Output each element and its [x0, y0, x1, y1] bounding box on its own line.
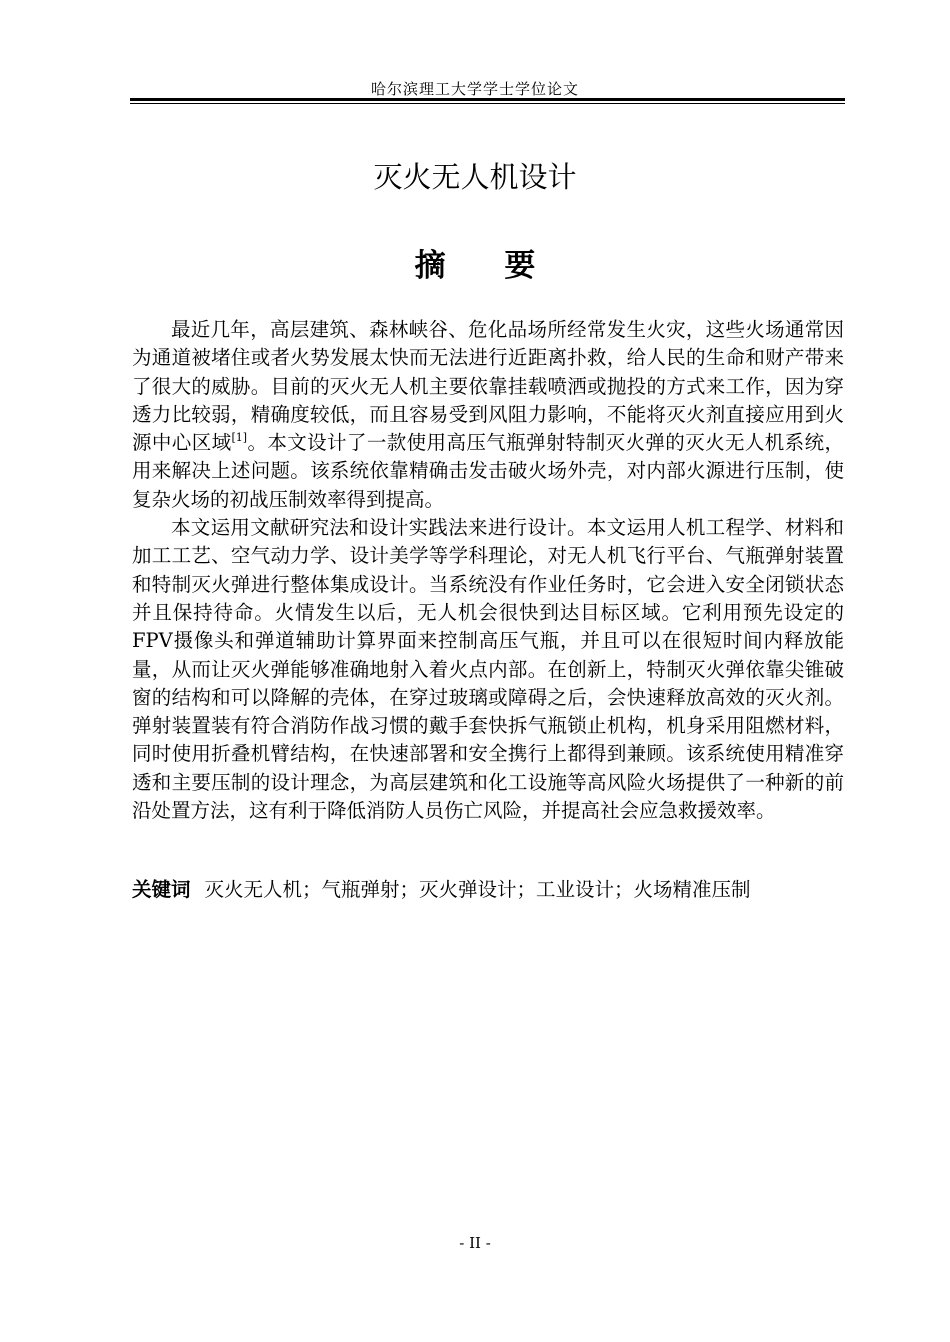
abstract-heading: 摘 要 — [414, 248, 560, 284]
keywords-line — [132, 876, 844, 904]
page-number: - II - — [459, 1234, 491, 1252]
paragraph-1-text-a: 最近几年，高层建筑、森林峡谷、危化品场所经常发生火灾，这些火场通常因为通道被堵住或者火势发展太快而无法进行近距离扑救，给人民的生命和财产带来了很大的威胁。目前的灭火无人机主要依靠挂载喷洒或抛投的方式来工作，因为穿透力比较弱，精确度较低，而且容易受到风阻力影响，不能将灭火剂直接应用到火源中心区域 — [132, 318, 844, 455]
thesis-title: 灭火无人机设计 — [373, 160, 577, 194]
abstract-paragraph-2: 本文运用文献研究法和设计实践法来进行设计。本文运用人机工程学、材料和加工工艺、空气动力学、设计美学等学科理论，对无人机飞行平台、气瓶弹射装置和特制灭火弹进行整体集成设计。当系统没有作业任务时，它会进入安全闭锁状态并且保持待命。火情发生以后，无人机会很快到达目标区域。它利用预先设定的FPV摄像头和弹道辅助计算界面来控制高压气瓶，并且可以在很短时间内释放能量，从而让灭火弹能够准确地射入着火点内部。在创新上，特制灭火弹依靠尖锥破窗的结构和可以降解的壳体，在穿过玻璃或障碍之后，会快速释放高效的灭火剂。弹射装置装有符合消防作战习惯的戴手套快拆气瓶锁止机构，机身采用阻燃材料，同时使用折叠机臂结构，在快速部署和安全携行上都得到兼顾。该系统使用精准穿透和主要压制的设计理念，为高层建筑和化工设施等高风险火场提供了一种新的前沿处置方法，这有利于降低消防人员伤亡风险，并提高社会应急救援效率。 — [132, 516, 844, 823]
abstract-paragraph-1 — [132, 316, 844, 514]
keywords-label: 关键词 — [132, 878, 191, 901]
header-rule-thin — [130, 103, 845, 104]
header-rule-thick — [130, 98, 845, 101]
keywords-text: 灭火无人机；气瓶弹射；灭火弹设计；工业设计；火场精准压制 — [204, 878, 751, 901]
running-header: 哈尔滨理工大学学士学位论文 — [370, 80, 579, 98]
citation-ref: [1] — [231, 431, 248, 445]
paragraph-1-text-b: 。本文设计了一款使用高压气瓶弹射特制灭火弹的灭火无人机系统，用来解决上述问题。该系统依靠精确击发击破火场外壳，对内部火源进行压制，使复杂火场的初战压制效率得到提高。 — [132, 431, 844, 511]
abstract-body — [132, 316, 844, 825]
